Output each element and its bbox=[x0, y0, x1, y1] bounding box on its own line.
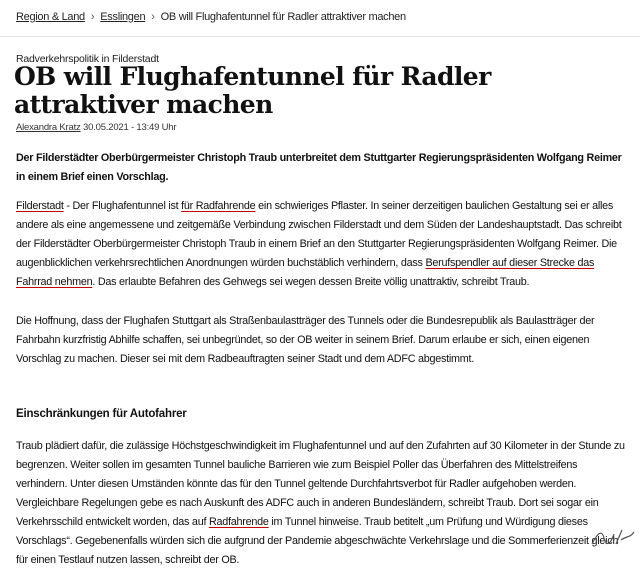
paragraph-text: Traub plädiert dafür, die zulässige Höchstgeschwindigkeit im Flughafentunnel und auf den Zufahrten auf 30 Kilometer in der Stunde zu begrenzen. Weiter sollen im gesamten Tunnel bauliche Barrieren wie zum Beispiel Poller das Überfahren des Mittelstreifens verhindern. Unter diesen Umständen könnte das für den Tunnel geltende Durchfahrtsverbot für Radler aufgehoben werden. Vergleichbare Regelungen gebe es nach Auskunft des ADFC auch in anderen Bundesländern, schreibt Traub. Dort sei sogar ein Verkehrsschild entwickelt worden, das auf bbox=[16, 440, 625, 528]
article-paragraph bbox=[16, 197, 628, 292]
publish-date: 30.05.2021 - 13:49 Uhr bbox=[83, 122, 177, 133]
article-subheading: Einschränkungen für Autofahrer bbox=[16, 408, 187, 420]
breadcrumb-current: OB will Flughafentunnel für Radler attraktiver machen bbox=[160, 11, 406, 23]
breadcrumb-separator: › bbox=[90, 11, 95, 23]
paragraph-text: - Der Flughafentunnel ist bbox=[63, 200, 182, 212]
article-paragraph bbox=[16, 437, 628, 570]
author-link[interactable]: Alexandra Kratz bbox=[16, 122, 81, 133]
breadcrumb-link-region[interactable]: Region & Land bbox=[16, 11, 85, 23]
link-berufspendler[interactable]: Berufspendler auf dieser Strecke das Fahrrad nehmen bbox=[16, 257, 595, 288]
paragraph-text: ein schwieriges Pflaster. In seiner derzeitigen baulichen Gestaltung sei er alles andere als eine angemessene und zeitgemäße Verbindung zwischen Filderstadt und dem Süden der Landeshauptstadt. Das schreibt der Filderstädter Oberbürgermeister Christoph Traub in einem Brief an den Stuttgarter Regierungspräsidenten Wolfgang Reimer. Die augenblicklichen verkehrsrechtlichen Anordnungen würden buchstäblich verhindern, dass bbox=[16, 200, 622, 269]
breadcrumb bbox=[16, 11, 406, 23]
breadcrumb-separator: › bbox=[151, 11, 155, 23]
breadcrumb-divider bbox=[0, 36, 640, 37]
link-filderstadt[interactable]: Filderstadt bbox=[16, 200, 64, 212]
paragraph-text: . Das erlaubte Befahren des Gehwegs sei wegen dessen Breite völlig unattraktiv, schreibt Traub. bbox=[92, 276, 530, 288]
article-lead: Der Filderstädter Oberbürgermeister Christoph Traub unterbreitet dem Stuttgarter Regierungspräsidenten Wolfgang Reimer in einem Brief einen Vorschlag. bbox=[16, 152, 622, 183]
article-paragraph: Die Hoffnung, dass der Flughafen Stuttgart als Straßenbaulastträger des Tunnels oder die Bundesrepublik als Baulastträger der Fahrbahn kurzfristig Abhilfe schaffen, sei unbegründet, so der OB weiter in seinem Brief. Darum erlaube er sich, einen eigenen Vorschlag zu machen. Dieser sei mit dem Radbeauftragten seiner Stadt und dem ADFC abgestimmt. bbox=[16, 315, 595, 365]
article-meta bbox=[16, 122, 176, 133]
link-radfahrende[interactable]: für Radfahrende bbox=[181, 200, 256, 212]
paragraph-text: im Tunnel hinweise. Traub betitelt „um Prüfung und Würdigung dieses Vorschlags“. Gegebenenfalls würden sich die aufgrund der Pandemie abgeschwächte Verkehrslage und die Sommerferienzeit gleich für einen Testlauf nutzen lassen, schreibt der OB. bbox=[16, 516, 619, 566]
article-kicker: Radverkehrspolitik in Filderstadt bbox=[16, 53, 159, 65]
link-radfahrende-tunnel[interactable]: Radfahrende bbox=[208, 516, 269, 528]
breadcrumb-link-esslingen[interactable]: Esslingen bbox=[100, 11, 146, 23]
article-title: OB will Flughafentunnel für Radler attraktiver machen bbox=[14, 62, 491, 119]
signature-watermark bbox=[588, 526, 636, 548]
